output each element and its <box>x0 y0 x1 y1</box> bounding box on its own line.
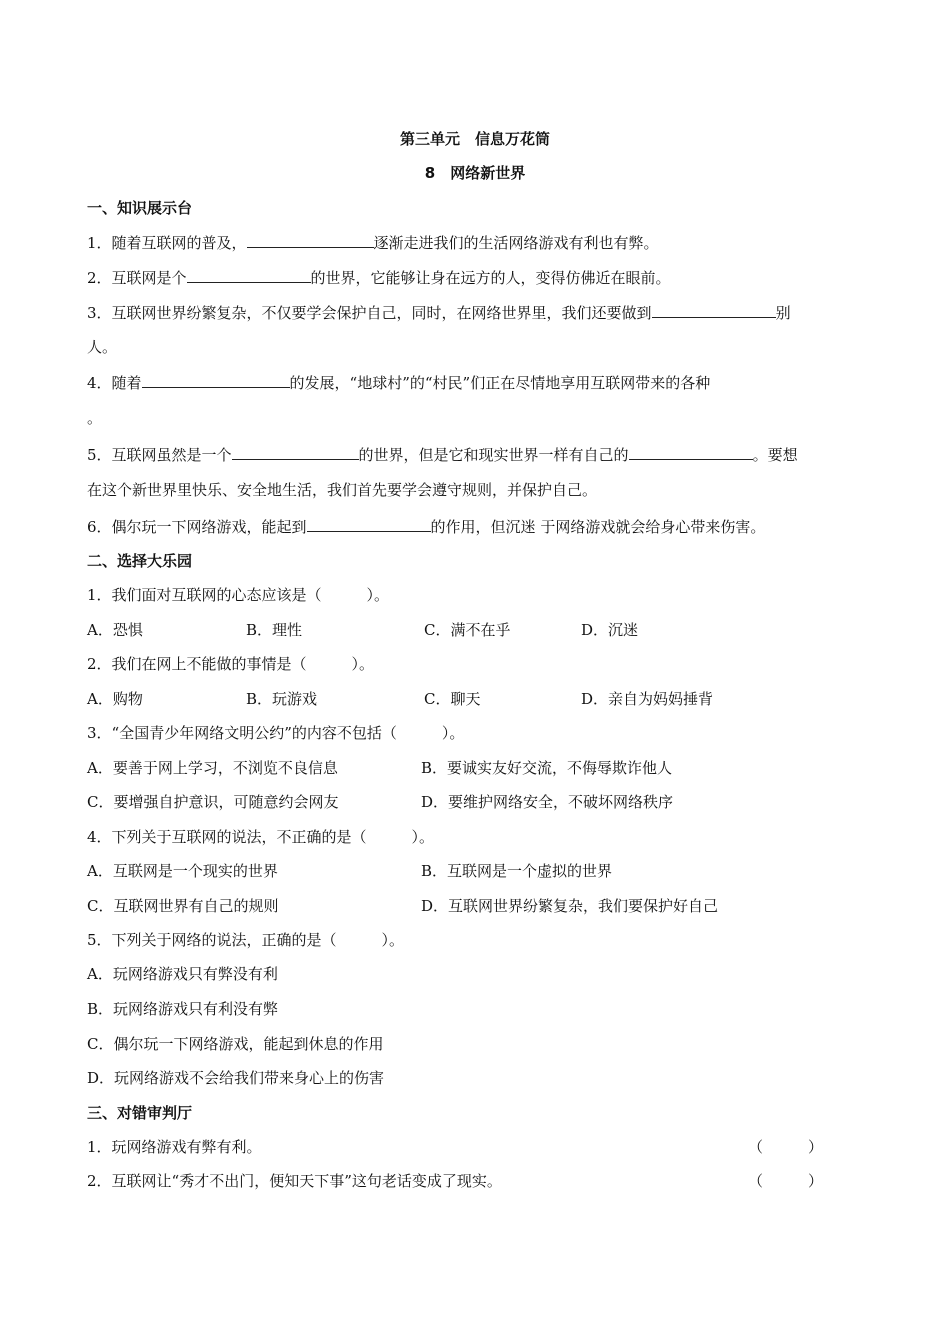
section-heading-3: 三、对错审判厅 <box>87 1104 193 1122</box>
choice-question-5: 5．下列关于网络的说法，正确的是（ ）。 <box>87 931 405 949</box>
q4-option-d[interactable]: D．互联网世界纷繁复杂，我们要保护好自己 <box>421 897 719 915</box>
q1-text-pre: 1．随着互联网的普及， <box>87 234 247 252</box>
q4-text-pre: 4．随着 <box>87 374 142 392</box>
judge-item-1: 1．玩网络游戏有弊有利。 <box>87 1138 262 1156</box>
q5-option-d[interactable]: D．玩网络游戏不会给我们带来身心上的伤害 <box>87 1069 385 1087</box>
q5-text-mid: 的世界，但是它和现实世界一样有自己的 <box>358 446 629 464</box>
choice-question-4: 4．下列关于互联网的说法，不正确的是（ ）。 <box>87 828 435 846</box>
q3-option-a[interactable]: A．要善于网上学习，不浏览不良信息 <box>87 759 338 777</box>
q5-text-pre: 5．互联网虽然是一个 <box>87 446 232 464</box>
q3-text-post: 别 <box>775 304 791 322</box>
q4-option-a[interactable]: A．互联网是一个现实的世界 <box>87 862 278 880</box>
q2-text-pre: 2．互联网是个 <box>87 269 187 287</box>
q5-continuation: 在这个新世界里快乐、安全地生活，我们首先要学会遵守规则，并保护自己。 <box>87 481 598 499</box>
choice-question-1: 1．我们面对互联网的心态应该是（ ）。 <box>87 586 390 604</box>
q4-option-c[interactable]: C．互联网世界有自己的规则 <box>87 897 279 915</box>
q4-option-b[interactable]: B．互联网是一个虚拟的世界 <box>421 862 613 880</box>
judge-answer-1[interactable]: （ ） <box>748 1138 824 1156</box>
q5-blank-1[interactable] <box>232 444 359 460</box>
q5-option-a[interactable]: A．玩网络游戏只有弊没有利 <box>87 965 278 983</box>
q1-option-a[interactable]: A．恐惧 <box>87 621 143 639</box>
fill-question-6 <box>87 516 765 537</box>
q3-option-d[interactable]: D．要维护网络安全，不破坏网络秩序 <box>421 793 674 811</box>
unit-title: 第三单元 信息万花筒 <box>399 130 550 148</box>
q3-blank[interactable] <box>652 302 776 318</box>
choice-question-3: 3．“全国青少年网络文明公约”的内容不包括（ ）。 <box>87 724 465 742</box>
q1-option-b[interactable]: B．理性 <box>246 621 303 639</box>
q2-option-b[interactable]: B．玩游戏 <box>246 690 318 708</box>
q5-blank-2[interactable] <box>629 444 753 460</box>
q3-option-c[interactable]: C．要增强自护意识，可随意约会网友 <box>87 793 339 811</box>
q4-text-post: 的发展，“地球村”的“村民”们正在尽情地享用互联网带来的各种 <box>289 374 711 392</box>
fill-question-2 <box>87 267 671 288</box>
q4-continuation: 。 <box>87 409 103 427</box>
lesson-title: 8 网络新世界 <box>424 164 526 182</box>
q5-option-c[interactable]: C．偶尔玩一下网络游戏，能起到休息的作用 <box>87 1035 384 1053</box>
q5-option-b[interactable]: B．玩网络游戏只有利没有弊 <box>87 1000 279 1018</box>
q6-text-pre: 6．偶尔玩一下网络游戏，能起到 <box>87 518 307 536</box>
q2-text-post: 的世界，它能够让身在远方的人，变得仿佛近在眼前。 <box>310 269 671 287</box>
q3-text-pre: 3．互联网世界纷繁复杂，不仅要学会保护自己，同时，在网络世界里，我们还要做到 <box>87 304 652 322</box>
q2-option-c[interactable]: C．聊天 <box>424 690 481 708</box>
q1-option-d[interactable]: D．沉迷 <box>581 621 639 639</box>
q2-option-d[interactable]: D．亲自为妈妈捶背 <box>581 690 714 708</box>
q5-text-post: 。要想 <box>752 446 798 464</box>
section-heading-1: 一、知识展示台 <box>87 199 193 217</box>
fill-question-3 <box>87 302 791 323</box>
q1-blank[interactable] <box>247 232 374 248</box>
judge-answer-2[interactable]: （ ） <box>748 1172 824 1190</box>
q3-continuation: 人。 <box>87 338 118 356</box>
q6-text-post: 的作用，但沉迷 于网络游戏就会给身心带来伤害。 <box>430 518 766 536</box>
q6-blank[interactable] <box>307 516 431 532</box>
q1-text-post: 逐渐走进我们的生活网络游戏有利也有弊。 <box>373 234 659 252</box>
judge-item-2: 2．互联网让“秀才不出门，便知天下事”这句老话变成了现实。 <box>87 1172 502 1190</box>
q4-blank[interactable] <box>142 372 290 388</box>
q2-blank[interactable] <box>187 267 311 283</box>
q2-option-a[interactable]: A．购物 <box>87 690 143 708</box>
fill-question-4 <box>87 372 710 393</box>
fill-question-1 <box>87 232 659 253</box>
fill-question-5 <box>87 444 798 465</box>
choice-question-2: 2．我们在网上不能做的事情是（ ）。 <box>87 655 375 673</box>
q1-option-c[interactable]: C．满不在乎 <box>424 621 511 639</box>
section-heading-2: 二、选择大乐园 <box>87 552 193 570</box>
q3-option-b[interactable]: B．要诚实友好交流，不侮辱欺诈他人 <box>421 759 673 777</box>
